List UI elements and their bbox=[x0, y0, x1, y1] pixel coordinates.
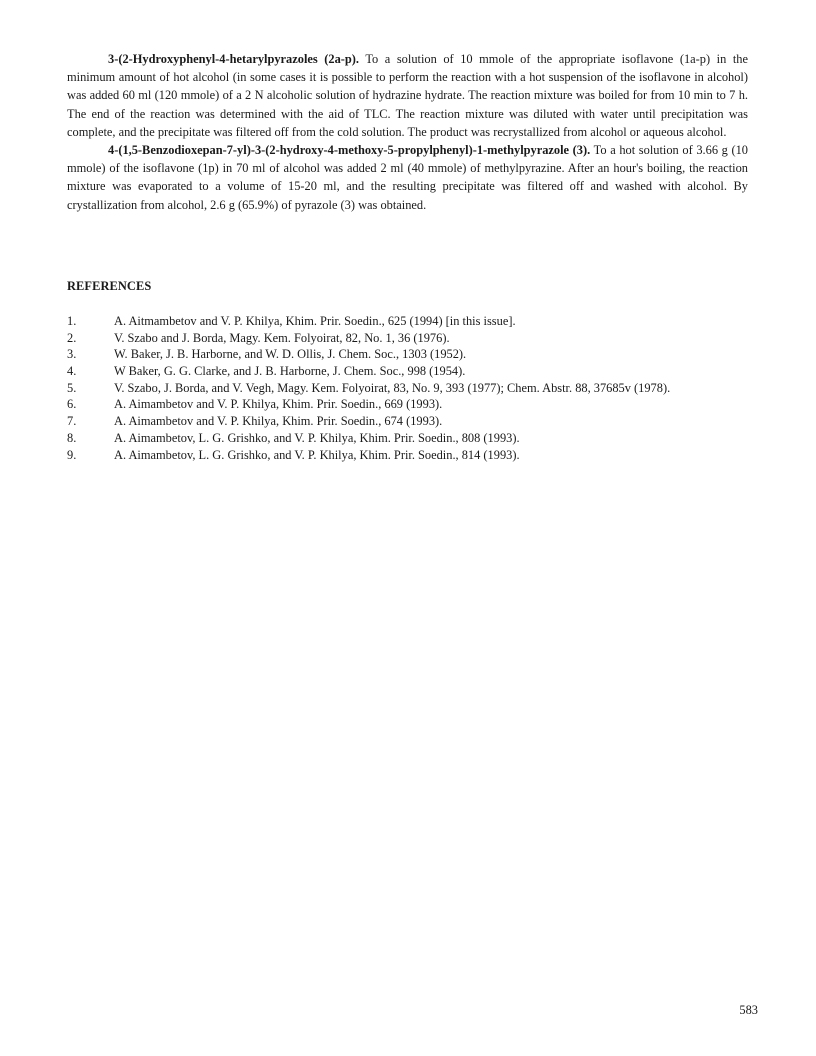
reference-number: 5. bbox=[67, 380, 77, 395]
reference-text: W. Baker, J. B. Harborne, and W. D. Ollis, J. Chem. Soc., 1303 (1952). bbox=[114, 347, 467, 362]
references-list bbox=[67, 313, 767, 463]
reference-text: A. Aimambetov and V. P. Khilya, Khim. Prir. Soedin., 674 (1993). bbox=[114, 414, 443, 429]
reference-text: A. Aimambetov, L. G. Grishko, and V. P. Khilya, Khim. Prir. Soedin., 814 (1993). bbox=[114, 447, 520, 462]
reference-item bbox=[67, 346, 767, 363]
paragraph-methylpyrazole-3 bbox=[67, 141, 748, 214]
reference-number: 1. bbox=[67, 314, 77, 328]
reference-item bbox=[67, 330, 767, 347]
reference-text: A. Aitmambetov and V. P. Khilya, Khim. Prir. Soedin., 625 (1994) [in this issue]. bbox=[114, 314, 516, 328]
reference-text: V. Szabo and J. Borda, Magy. Kem. Folyoirat, 82, No. 1, 36 (1976). bbox=[114, 330, 450, 345]
reference-item bbox=[67, 313, 767, 330]
reference-number: 7. bbox=[67, 414, 77, 429]
reference-number: 4. bbox=[67, 364, 77, 379]
reference-item bbox=[67, 430, 767, 447]
reference-text: A. Aimambetov and V. P. Khilya, Khim. Prir. Soedin., 669 (1993). bbox=[114, 397, 443, 412]
reference-item bbox=[67, 380, 767, 397]
reference-text: W Baker, G. G. Clarke, and J. B. Harborne, J. Chem. Soc., 998 (1954). bbox=[114, 364, 466, 379]
reference-item bbox=[67, 447, 767, 464]
reference-number: 8. bbox=[67, 430, 77, 445]
paragraph-pyrazoles-2a-p bbox=[67, 50, 748, 141]
paragraph-body: To a hot solution of 3.66 g (10 mmole) of the isoflavone (1p) in 70 ml of alcohol was added 2 ml (40 mmole) of methylpyrazine. After an hour's boiling, the reaction mixture was evaporated to a volume of 15-20 ml, and the resulting precipitate was filtered off and washed with alcohol. By crystallization from alcohol, 2.6 g (65.9%) of pyrazole (3) was obtained. bbox=[67, 143, 748, 212]
reference-number: 9. bbox=[67, 447, 77, 462]
paragraph-body: To a solution of 10 mmole of the appropriate isoflavone (1a-p) in the minimum amount of hot alcohol (in some cases it is possible to perform the reaction with a hot suspension of the isoflavone in alcohol) was added 60 ml (120 mmole) of a 2 N alcoholic solution of hydrazine hydrate. The reaction mixture was boiled for from 10 min to 7 h. The end of the reaction was determined with the aid of TLC. The reaction mixture was diluted with water until precipitation was complete, and the precipitate was filtered off from the cold solution. The product was recrystallized from alcohol or aqueous alcohol. bbox=[67, 52, 748, 139]
reference-text: V. Szabo, J. Borda, and V. Vegh, Magy. Kem. Folyoirat, 83, No. 9, 393 (1977); Chem. Abstr. 88, 37685v (1978). bbox=[114, 380, 671, 395]
reference-text: A. Aimambetov, L. G. Grishko, and V. P. Khilya, Khim. Prir. Soedin., 808 (1993). bbox=[114, 430, 520, 445]
paragraph-heading: 3-(2-Hydroxyphenyl-4-hetarylpyrazoles (2a-p). bbox=[108, 52, 360, 66]
reference-number: 6. bbox=[67, 397, 77, 412]
page-number: 583 bbox=[739, 1003, 758, 1017]
references-heading: REFERENCES bbox=[67, 279, 152, 293]
reference-item bbox=[67, 396, 767, 413]
experimental-section bbox=[67, 50, 748, 214]
reference-item bbox=[67, 363, 767, 380]
reference-item bbox=[67, 413, 767, 430]
reference-number: 3. bbox=[67, 347, 77, 362]
reference-number: 2. bbox=[67, 330, 77, 345]
paragraph-heading: 4-(1,5-Benzodioxepan-7-yl)-3-(2-hydroxy-4-methoxy-5-propylphenyl)-1-methylpyrazole (3). bbox=[108, 143, 591, 158]
